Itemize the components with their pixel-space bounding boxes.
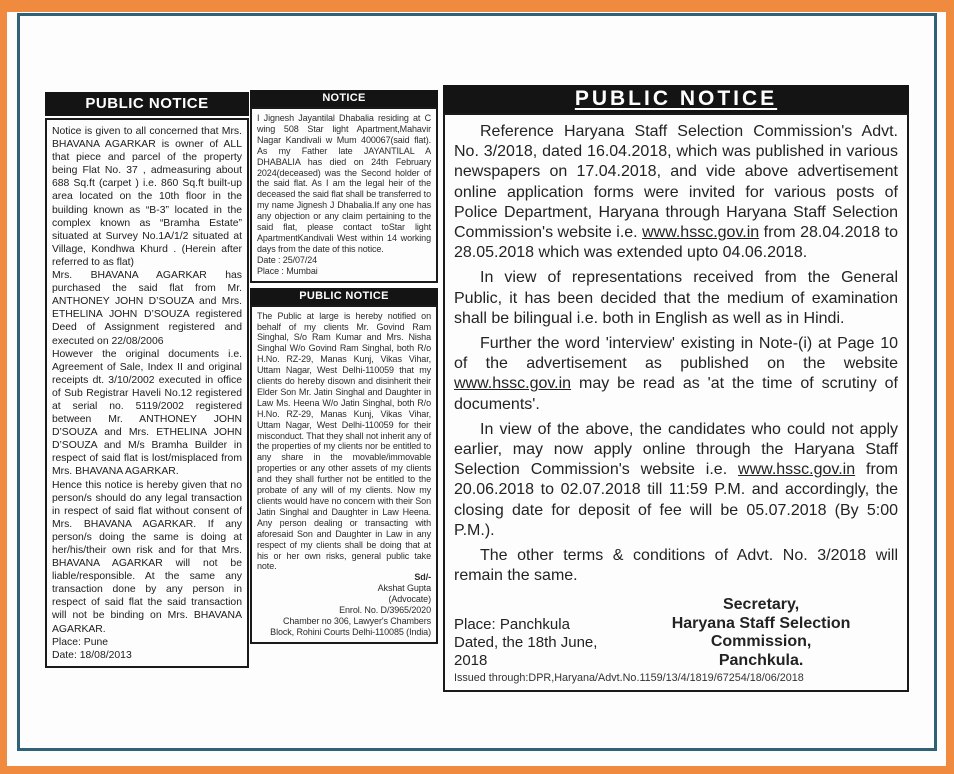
notice-paragraph: Further the word 'interview' existing in Note-(i) at Page 10 of the advertisement as published on the website www.hssc.gov.in may be read as 'at the time of scrutiny of documents'. [454, 335, 898, 413]
notice-place: Place: Panchkula [454, 616, 570, 634]
website-link: www.hssc.gov.in [642, 224, 760, 242]
notice-paragraph: Hence this notice is hereby given that no person/s should do any legal transaction in respect of said flat without consent of Mrs. BHAVANA AGARKAR. If any person/s doing the same is doing at her/his/their own risk and for that Mrs. BHAVANA AGARKAR will not be liable/responsible. At the same any transaction done by any person in respect of said flat the said transaction will not be binding on Mrs. BHAVANA AGARKAR. [52, 479, 242, 635]
signature-row [454, 596, 898, 670]
notice-right-title-text: PUBLIC NOTICE [574, 87, 778, 110]
notice-left-title: PUBLIC NOTICE [45, 92, 249, 116]
frame-strip-left [0, 0, 7, 774]
notice-paragraph: The other terms & conditions of Advt. No. 3/2018 will remain the same. [454, 547, 898, 585]
place-date-block [454, 616, 626, 670]
notice-date: Date : 25/07/24 [257, 254, 318, 265]
signature-org: Haryana Staff Selection Commission, [671, 614, 851, 651]
signature-name: Akshat Gupta [377, 583, 431, 594]
notice-middle-column [250, 90, 438, 644]
notice-dated: Dated, the 18th June, 2018 [454, 634, 598, 670]
signature-sd: Sd/- [414, 572, 431, 583]
notice-date: Date: 18/08/2013 [52, 649, 132, 661]
frame-strip-top [0, 0, 954, 12]
signature-block [257, 572, 431, 637]
website-link: www.hssc.gov.in [454, 375, 572, 393]
notice-middle-2 [250, 288, 438, 644]
frame-strip-bottom [0, 766, 954, 774]
notice-left-body [45, 118, 249, 668]
notice-place: Place : Mumbai [257, 265, 318, 276]
notice-middle-1 [250, 90, 438, 283]
notice-left [45, 92, 249, 668]
signature-role: (Advocate) [388, 594, 431, 605]
notice-paragraph: Mrs. BHAVANA AGARKAR has purchased the said flat from Mr. ANTHONEY JOHN D’SOUZA and Mrs. ETHELINA JOHN D’SOUZA registered Deed of Assignment registered and executed on 22/08/2006 [52, 270, 242, 347]
notice-right [443, 85, 909, 692]
notice-middle-2-body [250, 305, 438, 644]
signature-city: Panchkula. [718, 651, 804, 669]
website-link: www.hssc.gov.in [738, 461, 856, 479]
notice-middle-2-title: PUBLIC NOTICE [250, 288, 438, 305]
notice-right-body [443, 113, 909, 692]
signature-enrol: Enrol. No. D/3965/2020 [339, 605, 431, 616]
notice-middle-1-body [250, 107, 438, 283]
notice-right-title [443, 85, 909, 113]
notice-paragraph: However the original documents i.e. Agreement of Sale, Index II and original receipts dt. 3/10/2002 executed in office of Sub Registrar Haveli No.12 registered at serial no. 5119/2002 registered between Mr. ANTHONEY JOHN D’SOUZA and Mrs. ETHELINA JOHN D’SOUZA and M/s Bramha Builder in respect of said flat is lost/misplaced from Mrs. BHAVANA AGARKAR. [52, 348, 242, 478]
notice-paragraph: In view of representations received from the General Public, it has been decided that the medium of examination shall be bilingual i.e. both in English as well as in Hindi. [454, 269, 898, 327]
signature-block [626, 596, 896, 670]
issue-reference: Issued through:DPR,Haryana/Advt.No.1159/13/4/1819/67254/18/06/2018 [454, 672, 804, 685]
signature-title: Secretary, [722, 596, 800, 614]
notice-place: Place: Pune [52, 636, 109, 648]
notice-paragraph: Notice is given to all concerned that Mrs. BHAVANA AGARKAR is owner of ALL that piece and parcel of the property being Flat No. 37 , admeasuring about 688 Sq.ft (carpet ) i.e. 860 Sq.ft built-up area located on the 10th floor in the building known as “B-3” located in the complex known as “Bramha Estate” situated at Survey No.1A/1/2 situated at Village, Kondhwa Khurd . (Herein after referred to as flat) [52, 126, 242, 268]
notice-paragraph: I Jignesh Jayantilal Dhabalia residing at C wing 508 Star light Apartment,Mahavir Nagar Kandivali w Mum 400067(said flat). As my Father late JAYANTILAL A DHABALIA has died on 24th February 2024(deceased) was the Second holder of the said flat. As I am the legal heir of the deceased the said flat shall be transferred to my name Jignesh J Dhabalia.If any one has any objection or any claim pertaining to the said flat, please contact toStar light ApartmentKandivali West within 14 working days from the date of this notice. [257, 113, 431, 254]
notice-middle-1-title: NOTICE [250, 90, 438, 107]
notice-paragraph: Reference Haryana Staff Selection Commission's Advt. No. 3/2018, dated 16.04.2018, which was published in various newspapers on 17.04.2018, and vide above advertisement online application forms were invited for various posts of Police Department, Haryana through Haryana Staff Selection Commission's website i.e. www.hssc.gov.in from 28.04.2018 to 28.05.2018 which was extended upto 04.06.2018. [454, 123, 898, 262]
notice-paragraph: The Public at large is hereby notified on behalf of my clients Mr. Govind Ram Singhal, S/o Ram Kumar and Mrs. Nisha Singhal W/o Govind Ram Singhal, both R/o H.No. RZ-29, Manas Kunj, Vikas Vihar, Uttam Nagar, West Delhi-110059 that my clients do hereby disown and disinherit their Elder Son Mr. Jatin Singhal and Daughter in Law Ms. Heena W/o Jatin Singhal, both R/o H.No. RZ-29, Manas Kunj, Vikas Vihar, Uttam Nagar, West Delhi-110059 for their misconduct. That they shall not inherit any of the properties of my clients nor be entitled to any share in the movable/immovable properties or any other assets of my clients and they shall further not be entitled to the probate of any will of my clients. Now my clients would have no concern with their Son Jatin Singhal and Daughter in Law Heena. Any person dealing or transacting with aforesaid Son and Daughter in Law in any respect of my clients shall be doing that at his or her own risks, general public take note. [257, 310, 431, 572]
frame-strip-right [946, 0, 954, 774]
notice-paragraph: In view of the above, the candidates who could not apply earlier, may now apply online through the Haryana Staff Selection Commission's website i.e. www.hssc.gov.in from 20.06.2018 to 02.07.2018 till 11:59 P.M. and accordingly, the closing date for deposit of fee will be 05.07.2018 (By 5:00 P.M.). [454, 420, 898, 539]
signature-address: Chamber no 306, Lawyer's Chambers [283, 615, 431, 626]
signature-address: Block, Rohini Courts Delhi-110085 (India) [270, 626, 431, 637]
